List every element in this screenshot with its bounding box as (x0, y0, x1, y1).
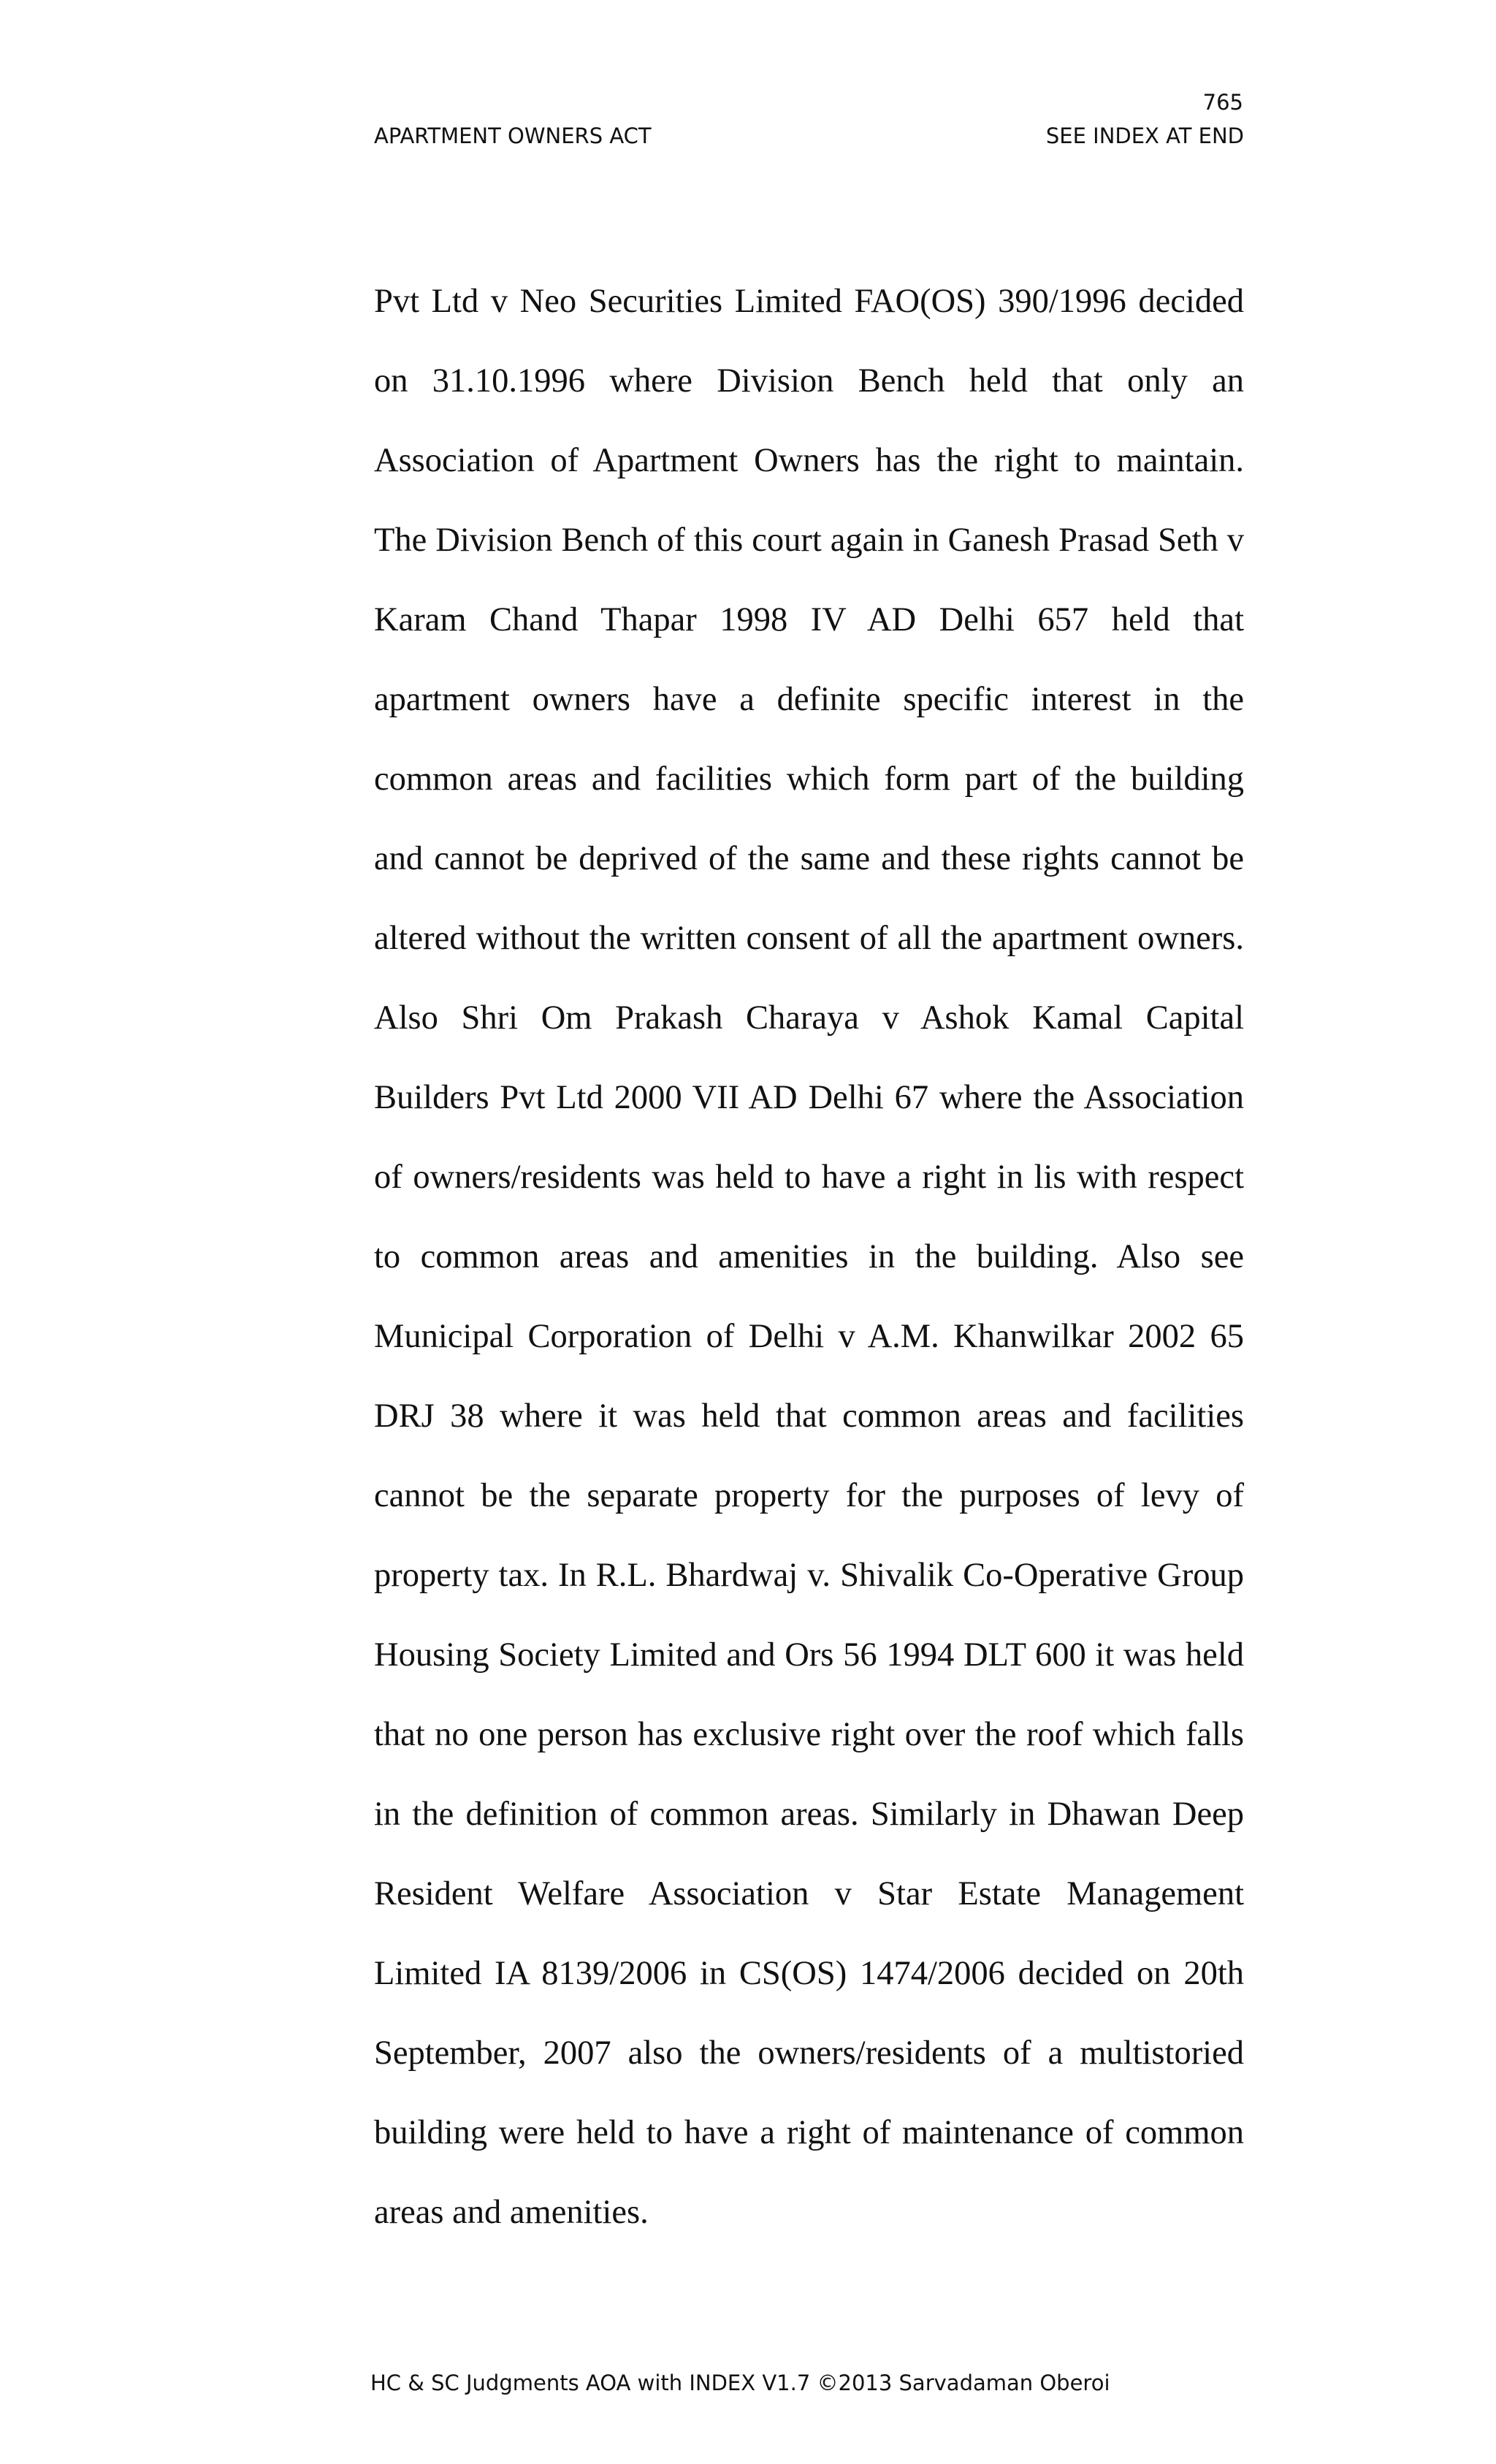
page-footer: HC & SC Judgments AOA with INDEX V1.7 ©2013 Sarvadaman Oberoi (370, 2370, 1110, 2395)
body-paragraph: Pvt Ltd v Neo Securities Limited FAO(OS) 390/1996 decided on 31.10.1996 where Division Bench held that only an Association of Apartment Owners has the right to maintain. The Division Bench of this court again in Ganesh Prasad Seth v Karam Chand Thapar 1998 IV AD Delhi 657 held that apartment owners have a definite specific interest in the common areas and facilities which form part of the building and cannot be deprived of the same and these rights cannot be altered without the written consent of all the apartment owners. Also Shri Om Prakash Charaya v Ashok Kamal Capital Builders Pvt Ltd 2000 VII AD Delhi 67 where the Association of owners/residents was held to have a right in lis with respect to common areas and amenities in the building. Also see Municipal Corporation of Delhi v A.M. Khanwilkar 2002 65 DRJ 38 where it was held that common areas and facilities cannot be the separate property for the purposes of levy of property tax. In R.L. Bhardwaj v. Shivalik Co-Operative Group Housing Society Limited and Ors 56 1994 DLT 600 it was held that no one person has exclusive right over the roof which falls in the definition of common areas. Similarly in Dhawan Deep Resident Welfare Association v Star Estate Management Limited IA 8139/2006 in CS(OS) 1474/2006 decided on 20th September, 2007 also the owners/residents of a multistoried building were held to have a right of maintenance of common areas and amenities. (374, 283, 1244, 2231)
running-header (374, 123, 1244, 149)
header-left-title: APARTMENT OWNERS ACT (374, 123, 652, 148)
header-right-title: SEE INDEX AT END (1045, 123, 1244, 148)
page-number: 765 (1202, 90, 1243, 115)
